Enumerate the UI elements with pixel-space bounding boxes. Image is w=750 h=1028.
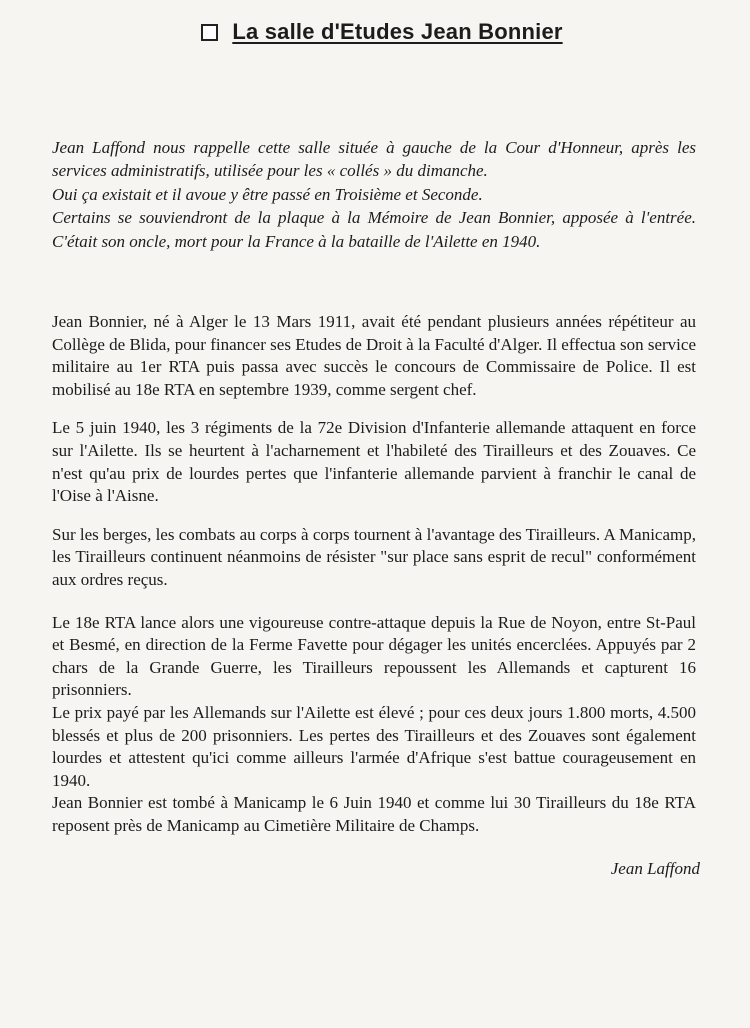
intro-line: Oui ça existait et il avoue y être passé en Troisième et Seconde. [52, 184, 483, 204]
paragraph: Le prix payé par les Allemands sur l'Ailette est élevé ; pour ces deux jours 1.800 morts, 4.500 blessés et plus de 200 prisonniers. Les pertes des Tirailleurs et des Zouaves sont également lourdes et attestent qu'ici comme ailleurs l'armée d'Afrique s'est battue courageusement en 1940. [52, 702, 696, 790]
author-signature: Jean Laffond [610, 858, 700, 878]
paragraph: Jean Bonnier, né à Alger le 13 Mars 1911, avait été pendant plusieurs années répétiteur au Collège de Blida, pour financer ses Etudes de Droit à la Faculté d'Alger. Il effectua son service militaire au 1er RTA puis passa avec succès le concours de Commissaire de Police. Il est mobilisé au 18e RTA en septembre 1939, comme sergent chef. [52, 312, 696, 399]
article-body [52, 311, 696, 837]
checkbox-icon [201, 24, 218, 41]
paragraph: Sur les berges, les combats au corps à corps tournent à l'avantage des Tirailleurs. A Manicamp, les Tirailleurs continuent néanmoins de résister "sur place sans esprit de recul" conformément aux ordres reçus. [52, 524, 696, 589]
intro-line: Jean Laffond nous rappelle cette salle située à gauche de la Cour d'Honneur, après les services administratifs, utilisée pour les « collés » du dimanche. [52, 138, 696, 181]
document-page [52, 14, 700, 879]
title-row [72, 14, 692, 50]
page-title: La salle d'Etudes Jean Bonnier [232, 19, 563, 44]
paragraph: Le 5 juin 1940, les 3 régiments de la 72e Division d'Infanterie allemande attaquent en force sur l'Ailette. Ils se heurtent à l'acharnement et l'habileté des Tirailleurs et des Zouaves. Ce n'est qu'au prix de lourdes pertes que l'infanterie allemande parvient à franchir le canal de l'Oise à l'Aisne. [52, 418, 696, 506]
paragraph: Le 18e RTA lance alors une vigoureuse contre-attaque depuis la Rue de Noyon, entre St-Paul et Besmé, en direction de la Ferme Favette pour dégager les unités encerclées. Appuyés par 2 chars de la Grande Guerre, les Tirailleurs repoussent les Allemands et capturent 16 prisonniers. [52, 612, 696, 700]
intro-section [52, 136, 696, 253]
intro-line: Certains se souviendront de la plaque à la Mémoire de Jean Bonnier, apposée à l'entrée. C'était son oncle, mort pour la France à la bataille de l'Ailette en 1940. [52, 208, 696, 251]
paragraph: Jean Bonnier est tombé à Manicamp le 6 Juin 1940 et comme lui 30 Tirailleurs du 18e RTA reposent près de Manicamp au Cimetière Militaire de Champs. [52, 793, 696, 835]
